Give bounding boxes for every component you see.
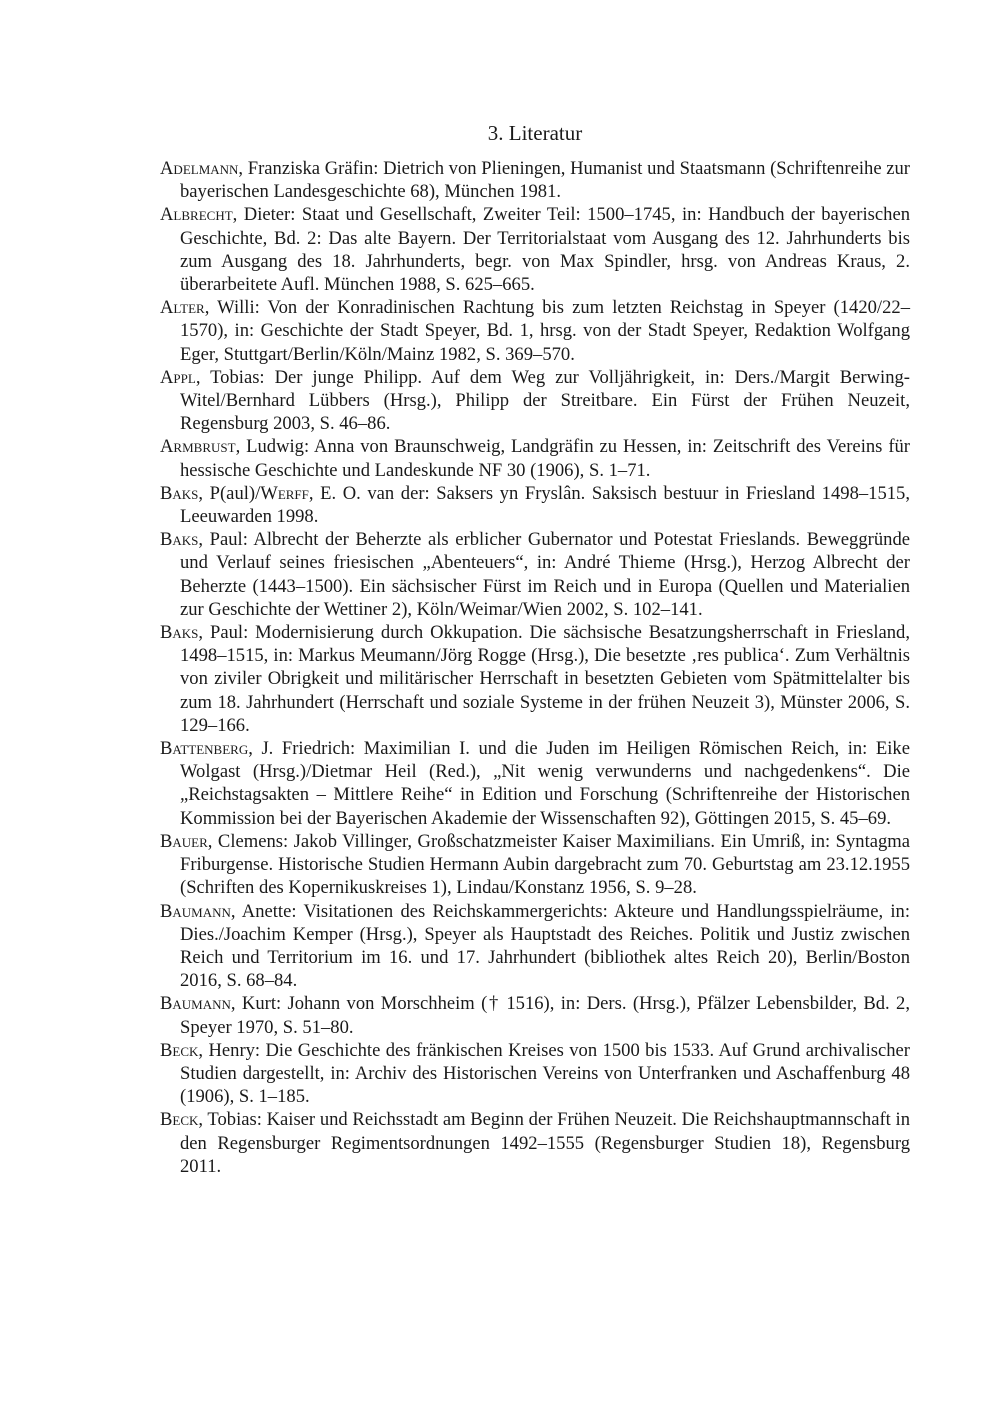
entry-text: , Anette: Visitationen des Reichskammergerichts: Akteure und Handlungsspielräume, in: Dies./Joachim Kemper (Hrsg.), Speyer als Hauptstadt des Reiches. Politik und Justiz zwischen Reich und Territorium im 16. und 17. Jahrhundert (bibliothek altes Reich 20), Berlin/Boston 2016, S. 68–84. bbox=[180, 900, 910, 992]
bibliography-entry bbox=[160, 157, 910, 203]
bibliography-entry bbox=[160, 992, 910, 1038]
entry-author: Bauer bbox=[160, 830, 208, 852]
entry-author: Adelmann bbox=[160, 158, 239, 179]
entry-text: , Tobias: Der junge Philipp. Auf dem Weg zur Volljährigkeit, in: Ders./Margit Berwing-Witel/Bernhard Lübbers (Hrsg.), Philipp der Streitbare. Ein Fürst der Frühen Neuzeit, Regensburg 2003, S. 46–86. bbox=[180, 366, 910, 435]
entry-author: Baks bbox=[160, 482, 199, 504]
bibliography-entry bbox=[160, 296, 910, 366]
entry-coauthor: Werff bbox=[260, 482, 309, 504]
entry-author: Battenberg bbox=[160, 738, 249, 760]
entry-text: , J. Friedrich: Maximilian I. und die Juden im Heiligen Römischen Reich, in: Eike Wolgast (Hrsg.)/Dietmar Heil (Red.), „Nit wenig verwunderns und nachgedenkens“. Die „Reichstagsakten – Mittlere Reihe“ in Edition und Forschung (Schriftenreihe der Historischen Kommission bei der Bayerischen Akademie der Wissenschaften 92), Göttingen 2015, S. 45–69. bbox=[180, 738, 910, 829]
bibliography-entry bbox=[160, 1108, 910, 1178]
bibliography-entry bbox=[160, 900, 910, 993]
bibliography-entry bbox=[160, 482, 910, 528]
bibliography-entry bbox=[160, 435, 910, 481]
bibliography-entry bbox=[160, 621, 910, 737]
entry-text: , Paul: Modernisierung durch Okkupation. Die sächsische Besatzungsherrschaft in Friesland, 1498–1515, in: Markus Meumann/Jörg Rogge (Hrsg.), Die besetzte ‚res publica‘. Zum Verhältnis von ziviler Obrigkeit und militärischer Herrschaft in besetzten Gebieten vom Spätmittelalter bis zum 18. Jahrhundert (Herrschaft und soziale Systeme in der frühen Neuzeit 3), Münster 2006, S. 129–166. bbox=[180, 622, 910, 736]
bibliography-entry bbox=[160, 1039, 910, 1109]
bibliography-entry bbox=[160, 203, 910, 296]
section-title: 3. Literatur bbox=[487, 121, 583, 145]
entry-author: Albrecht bbox=[160, 204, 233, 226]
bibliography-entry bbox=[160, 366, 910, 436]
bibliography-entry bbox=[160, 737, 910, 830]
entry-text: , Franziska Gräfin: Dietrich von Plieningen, Humanist und Staatsmann (Schriftenreihe zur bayerischen Landesgeschichte 68), München 1981. bbox=[180, 158, 910, 203]
entry-text-continued: , E. O. van der: Saksers yn Fryslân. Saksisch bestuur in Friesland 1498–1515, Leeuwarden 1998. bbox=[180, 482, 910, 528]
entry-author: Appl bbox=[160, 366, 196, 388]
bibliography-entry bbox=[160, 830, 910, 900]
entry-author: Beck bbox=[160, 1109, 199, 1131]
entry-text: , Dieter: Staat und Gesellschaft, Zweiter Teil: 1500–1745, in: Handbuch der bayerischen Geschichte, Bd. 2: Das alte Bayern. Der Territorialstaat vom Ausgang des 12. Jahrhunderts bis zum Ausgang des 18. Jahrhunderts, begr. von Max Spindler, hrsg. von Andreas Kraus, 2. überarbeitete Aufl. München 1988, S. 625–665. bbox=[180, 204, 910, 296]
entry-author: Baks bbox=[160, 622, 199, 644]
entry-text: , Kurt: Johann von Morschheim († 1516), in: Ders. (Hrsg.), Pfälzer Lebensbilder, Bd. 2, Speyer 1970, S. 51–80. bbox=[180, 993, 910, 1038]
entry-author: Baumann bbox=[160, 900, 231, 922]
entry-author: Baks bbox=[160, 529, 199, 551]
entry-author: Alter bbox=[160, 297, 205, 319]
bibliography-entry bbox=[160, 528, 910, 621]
document-page bbox=[160, 118, 910, 1178]
entry-author: Armbrust bbox=[160, 436, 236, 458]
entry-text: , Tobias: Kaiser und Reichsstadt am Beginn der Frühen Neuzeit. Die Reichshauptmannschaft in den Regensburger Regimentsordnungen 1492–1555 (Regensburger Studien 18), Regensburg 2011. bbox=[180, 1109, 910, 1177]
entry-text: , Henry: Die Geschichte des fränkischen Kreises von 1500 bis 1533. Auf Grund archivalischer Studien dargestellt, in: Archiv des Historischen Vereins von Unterfranken und Aschaffenburg 48 (1906), S. 1–185. bbox=[180, 1039, 910, 1108]
entry-text: , P(aul)/ bbox=[198, 482, 261, 504]
entry-text: , Clemens: Jakob Villinger, Großschatzmeister Kaiser Maximilians. Ein Umriß, in: Syntagma Friburgense. Historische Studien Hermann Aubin dargebracht zum 70. Geburtstag am 23.12.1955 (Schriften des Kopernikuskreises 1), Lindau/Konstanz 1956, S. 9–28. bbox=[180, 830, 910, 899]
bibliography-list bbox=[160, 157, 910, 1178]
entry-author: Beck bbox=[160, 1039, 199, 1061]
entry-text: , Ludwig: Anna von Braunschweig, Landgräfin zu Hessen, in: Zeitschrift des Vereins für hessische Geschichte und Landeskunde NF 30 (1906), S. 1–71. bbox=[180, 436, 910, 481]
entry-text: , Willi: Von der Konradinischen Rachtung bis zum letzten Reichstag in Speyer (1420/22–1570), in: Geschichte der Stadt Speyer, Bd. 1, hrsg. von der Stadt Speyer, Redaktion Wolfgang Eger, Stuttgart/Berlin/Köln/Mainz 1982, S. 369–570. bbox=[180, 297, 910, 365]
entry-text: , Paul: Albrecht der Beherzte als erblicher Gubernator und Potestat Frieslands. Beweggründe und Verlauf seines friesischen „Abenteuers“, in: André Thieme (Hrsg.), Herzog Albrecht der Beherzte (1443–1500). Ein sächsischer Fürst im Reich und in Europa (Quellen und Materialien zur Geschichte der Wettiner 2), Köln/Weimar/​Wien 2002, S. 102–141. bbox=[180, 529, 910, 620]
entry-author: Baumann bbox=[160, 993, 231, 1015]
